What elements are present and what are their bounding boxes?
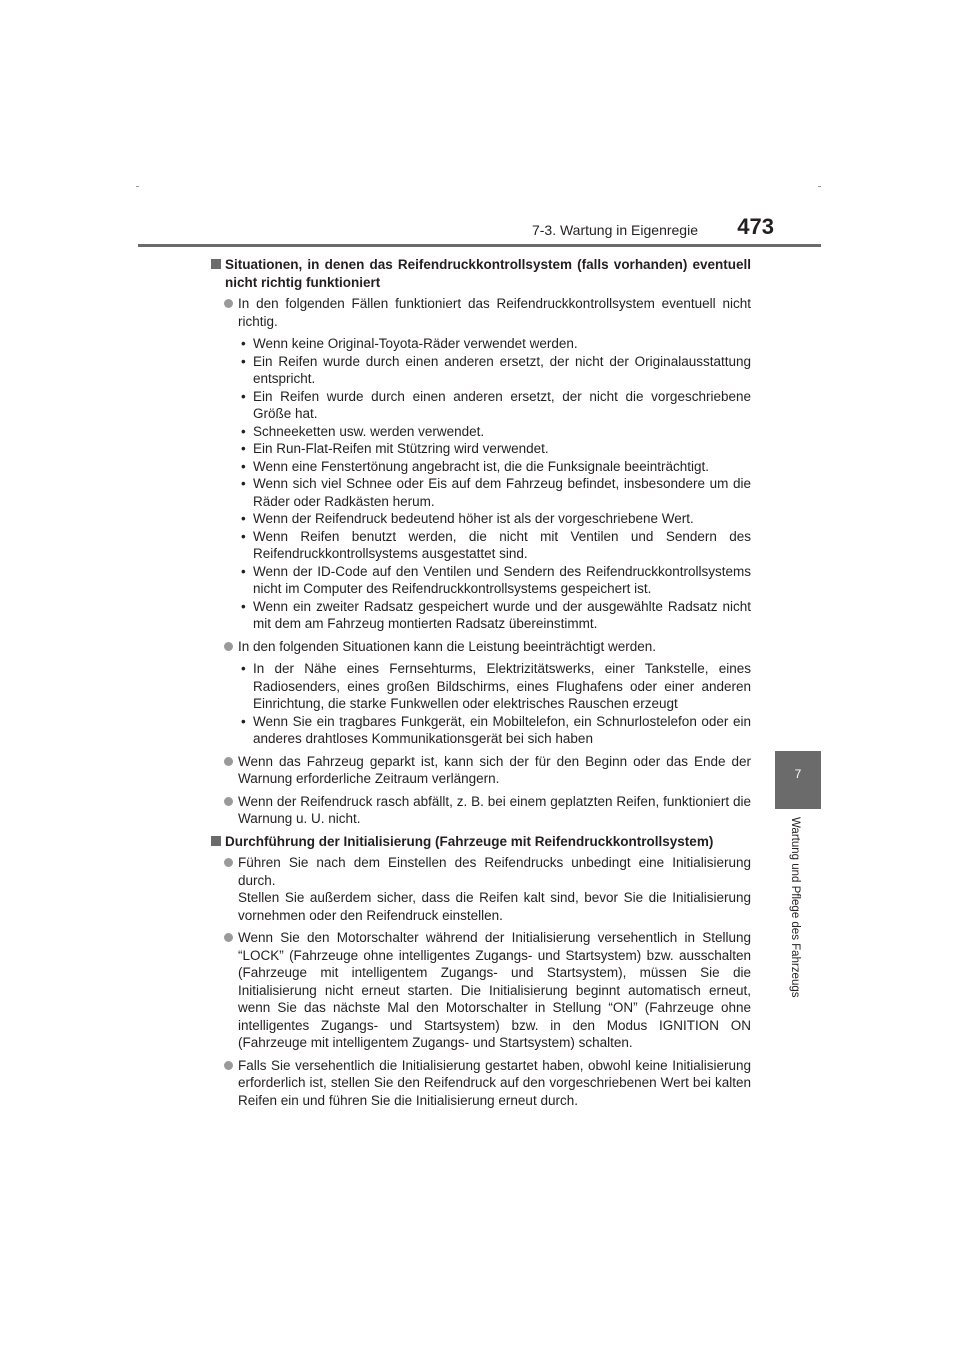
section-heading-1 [211, 256, 751, 291]
list-item: • Ein Reifen wurde durch einen anderen ersetzt, der nicht der Originalausstattung entspricht. [241, 353, 751, 386]
section-heading-2 [211, 833, 751, 851]
heading-text: Situationen, in denen das Reifendruckkontrollsystem (falls vorhanden) eventuell nicht richtig funktioniert [225, 257, 751, 290]
chapter-number: 7 [794, 767, 802, 781]
list-item: • Schneeketten usw. werden verwendet. [241, 423, 485, 439]
bullet-item [211, 1057, 751, 1110]
bullet-item [211, 753, 751, 788]
list-item: • In der Nähe eines Fernsehturms, Elektrizitätswerks, einer Tankstelle, eines Radiosenders, eines großen Bildschirms, eines Flughafens oder einer anderen Einrichtung, die starke Funkwellen oder elektrisches Rauschen erzeugt [241, 661, 751, 711]
bullet-text: Falls Sie versehentlich die Initialisierung gestartet haben, obwohl keine Initialisierung erforderlich ist, stellen Sie den Reifendruck auf den vorgeschriebenen Wert bei kalten Reifen ein und führen Sie die Initialisierung erneut durch. [238, 1057, 751, 1108]
main-content [211, 256, 751, 1114]
bullet-text: Wenn Sie den Motorschalter während der Initialisierung versehentlich in Stellung “LOCK” (Fahrzeuge ohne intelligentes Zugangs- und Startsystem) bzw. ausschalten (Fahrzeuge mit intelligentem Zugangs- und Startsystem), müssen Sie die Initialisierung nicht erneut starten. Die Initialisierung beginnt automatisch erneut, wenn Sie das nächste Mal den Motorschalter in Stellung “ON” (Fahrzeuge ohne intelligentes Zugangs- und Startsystem) bzw. in den Modus IGNITION ON (Fahrzeuge mit intelligentem Zugangs- und Startsystem) schalten. [238, 930, 751, 1050]
bullet-item [211, 295, 751, 330]
square-bullet-icon [211, 836, 221, 846]
list-item: • Wenn eine Fenstertönung angebracht ist, die die Funksignale beeinträchtigt. [241, 458, 710, 474]
list-item: • Wenn der Reifendruck bedeutend höher ist als der vorgeschriebene Wert. [241, 511, 694, 526]
crop-mark-left [136, 186, 139, 187]
round-bullet-icon [224, 797, 233, 806]
bullet-item [211, 793, 751, 828]
sub-list [211, 660, 751, 748]
chapter-tab [775, 751, 821, 809]
crop-mark-right [818, 186, 821, 187]
bullet-item [211, 638, 751, 656]
bullet-text: In den folgenden Situationen kann die Leistung beeinträchtigt werden. [238, 638, 657, 654]
chapter-title: Wartung und Pflege des Fahrzeugs [789, 817, 801, 998]
round-bullet-icon [224, 299, 233, 308]
bullet-item [211, 929, 751, 1052]
sub-list [211, 335, 751, 633]
list-item: • Wenn ein zweiter Radsatz gespeichert wurde und der ausgewählte Radsatz nicht mit dem am Fahrzeug montierten Radsatz übereinstimmt. [241, 598, 751, 631]
round-bullet-icon [224, 1061, 233, 1070]
list-item: • Wenn Sie ein tragbares Funkgerät, ein Mobiltelefon, ein Schnurlostelefon oder ein anderes drahtloses Kommunikationsgerät bei sich haben [241, 713, 751, 746]
bullet-text: Stellen Sie außerdem sicher, dass die Reifen kalt sind, bevor Sie die Initialisierung vornehmen oder den Reifendruck einstellen. [238, 890, 751, 923]
round-bullet-icon [224, 858, 233, 867]
list-item: • Wenn sich viel Schnee oder Eis auf dem Fahrzeug befindet, insbesondere um die Räder oder Radkästen herum. [241, 476, 751, 509]
round-bullet-icon [224, 933, 233, 942]
bullet-item [211, 854, 751, 924]
list-item: • Ein Run-Flat-Reifen mit Stützring wird verwendet. [241, 441, 549, 456]
list-item: • Wenn keine Original-Toyota-Räder verwendet werden. [241, 336, 578, 351]
section-title: 7-3. Wartung in Eigenregie [531, 222, 698, 238]
bullet-text: Wenn das Fahrzeug geparkt ist, kann sich der für den Beginn oder das Ende der Warnung erforderliche Zeitraum verlängern. [238, 753, 751, 786]
list-item: • Wenn Reifen benutzt werden, die nicht mit Ventilen und Sendern des Reifendruckkontrollsystems ausgestattet sind. [241, 528, 751, 561]
bullet-text: Wenn der Reifendruck rasch abfällt, z. B. bei einem geplatzten Reifen, funktioniert die Warnung u. U. nicht. [238, 793, 751, 826]
round-bullet-icon [224, 757, 233, 766]
page-number: 473 [737, 214, 774, 239]
heading-text: Durchführung der Initialisierung (Fahrzeuge mit Reifendruckkontrollsystem) [225, 833, 714, 849]
list-item: • Ein Reifen wurde durch einen anderen ersetzt, der nicht die vorgeschriebene Größe hat. [241, 388, 751, 421]
header-rule [138, 244, 821, 247]
list-item: • Wenn der ID-Code auf den Ventilen und Sendern des Reifendruckkontrollsystems nicht im Computer des Reifendruckkontrollsystems gespeichert ist. [241, 563, 751, 596]
bullet-text: In den folgenden Fällen funktioniert das Reifendruckkontrollsystem eventuell nicht richtig. [238, 296, 751, 329]
bullet-text: Führen Sie nach dem Einstellen des Reifendrucks unbedingt eine Initialisierung durch. [238, 855, 751, 888]
square-bullet-icon [211, 259, 221, 269]
round-bullet-icon [224, 642, 233, 651]
